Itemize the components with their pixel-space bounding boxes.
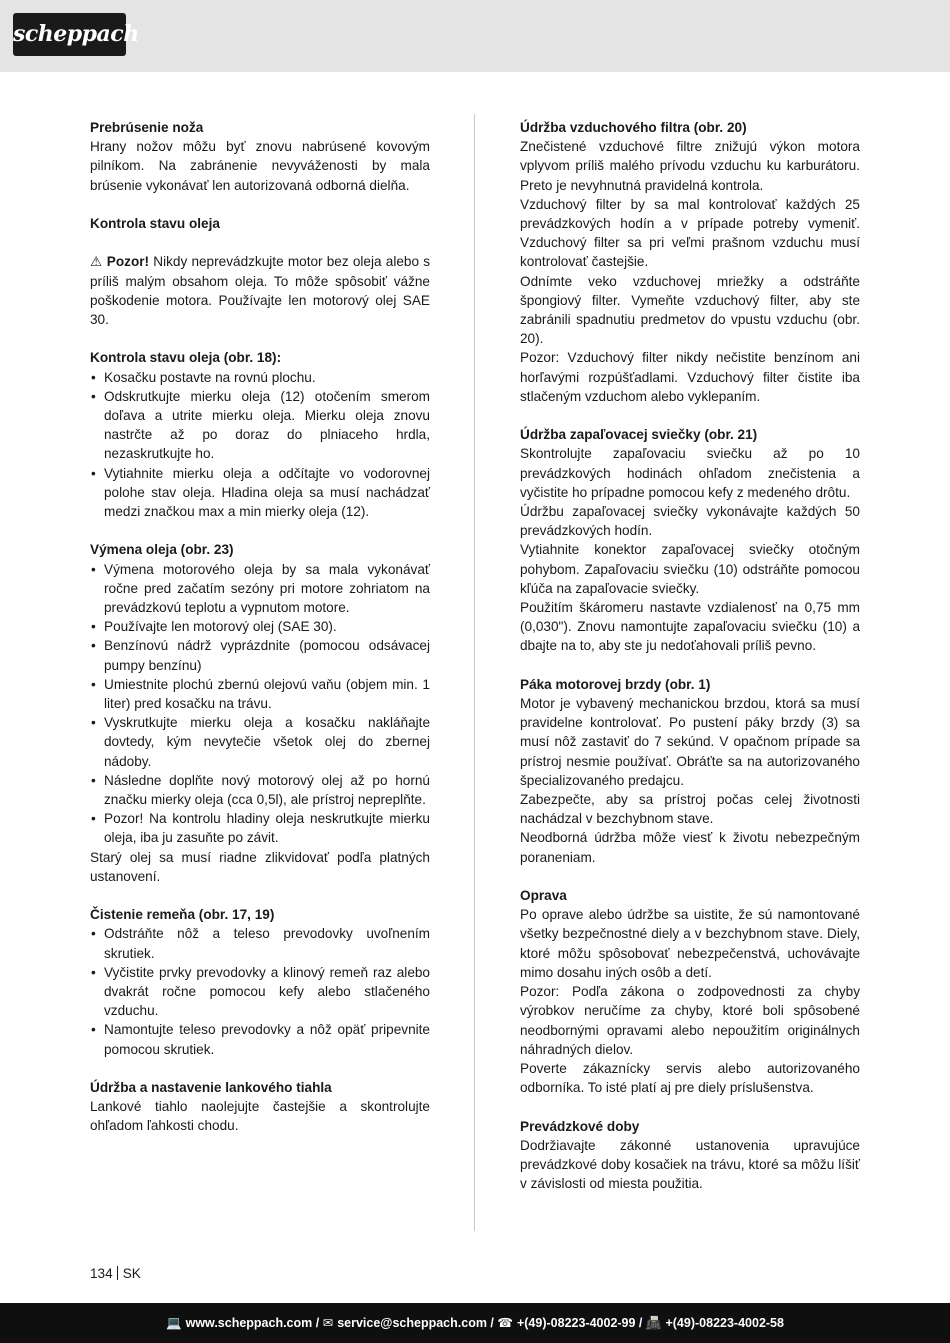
section-paragraph: Motor je vybavený mechanickou brzdou, ktorá sa musí pravidelne kontrolovať. Po pustení páky brzdy (3) sa musí nôž zastaviť do 7 sekúnd. V opačnom prípade sa prístroj nesmie používať. Obráťte sa na autorizovaného špecializovaného predajcu.: [520, 696, 860, 788]
computer-icon: 💻: [166, 1316, 182, 1330]
language-code: SK: [122, 1266, 141, 1281]
section-text: Hrany nožov môžu byť znovu nabrúsené kovovým pilníkom. Na zabránenie nevyváženosti by mala brúsenie vykonávať len autorizovaná odborná dielňa.: [90, 139, 430, 193]
list-item: • Výmena motorového oleja by sa mala vykonávať ročne pred začatím sezóny pri motore zohriatom na prevádzkovú teplotu a vypnutom motore.: [90, 560, 430, 618]
scheppach-logo: scheppach: [13, 13, 126, 56]
section-motor-brake: [520, 675, 860, 867]
footer-fax: +(49)-08223-4002-58: [665, 1316, 784, 1330]
bullet-list: [90, 560, 430, 848]
footer-bar: [0, 1303, 950, 1343]
list-item: • Umiestnite plochú zbernú olejovú vaňu (objem min. 1 liter) pred kosačku na trávu.: [90, 675, 430, 713]
section-paragraph: Odnímte veko vzduchovej mriežky a odstráňte špongiový filter. Vymeňte vzduchový filter, aby ste zabránili spadnutiu predmetov do vpustu vzduchu (obr. 20).: [520, 273, 860, 347]
section-paragraph: Znečistené vzduchové filtre znižujú výkon motora vplyvom príliš malého prívodu vzduchu ku karburátoru. Preto je nevyhnutná pravidelná kontrola.: [520, 139, 860, 193]
section-paragraph: Po oprave alebo údržbe sa uistite, že sú namontované všetky bezpečnostné diely a v bezchybnom stave. Diely, ktoré môžu spôsobovať nebezpečenstvá, uchovávajte mimo dosahu iných osôb a detí.: [520, 907, 860, 980]
section-paragraph: Vzduchový filter by sa mal kontrolovať každých 25 prevádzkových hodín a v prípade potreby vymeniť. Vzduchový filter sa pri veľmi prašnom vzduchu musí kontrolovať častejšie.: [520, 196, 860, 270]
section-title: Údržba a nastavenie lankového tiahla: [90, 1080, 332, 1096]
section-title: Kontrola stavu oleja (obr. 18):: [90, 350, 282, 366]
list-item: • Používajte len motorový olej (SAE 30).: [90, 617, 430, 636]
page-number-value: 134: [90, 1266, 113, 1281]
section-belt-cleaning: [90, 905, 430, 1059]
phone-icon: ☎: [497, 1316, 513, 1330]
list-item: • Vyčistite prvky prevodovky a klinový remeň raz alebo dvakrát ročne pomocou kefy alebo stlačeného vzduchu.: [90, 963, 430, 1021]
section-title: Údržba vzduchového filtra (obr. 20): [520, 120, 747, 135]
list-item: • Odskrutkujte mierku oleja (12) otočením smerom doľava a utrite mierku oleja. Mierku oleja znovu nastrčte až po doraz do plniaceho hrdla, nezaskrutkujte ho.: [90, 387, 430, 464]
mail-icon: ✉: [322, 1316, 334, 1330]
section-paragraph: Dodržiavajte zákonné ustanovenia upravujúce prevádzkové doby kosačiek na trávu, ktoré sa môžu líšiť v závislosti od miesta použitia.: [520, 1137, 860, 1192]
warning-icon: ⚠: [90, 254, 103, 270]
warning-lead: Pozor!: [106, 254, 150, 270]
page-number: [90, 1265, 141, 1283]
section-paragraph: Neodborná údržba môže viesť k životu nebezpečným poraneniam.: [520, 830, 860, 865]
section-title: Čistenie remeňa (obr. 17, 19): [90, 907, 275, 923]
section-paragraph: Údržbu zapaľovacej sviečky vykonávajte každých 50 prevádzkových hodín.: [520, 504, 860, 539]
list-item: • Kosačku postavte na rovnú plochu.: [90, 368, 430, 387]
list-item: • Následne doplňte nový motorový olej až po hornú značku mierky oleja (cca 0,5l), ale prístroj nepreplňte.: [90, 771, 430, 809]
section-paragraph: Poverte zákaznícky servis alebo autorizovaného odborníka. To isté platí aj pre diely príslušenstva.: [520, 1060, 860, 1096]
list-item: • Vytiahnite mierku oleja a odčítajte vo vodorovnej polohe stav oleja. Hladina oleja sa musí nachádzať medzi značkou max a min mierky oleja (12).: [90, 464, 430, 522]
section-oil-level: [90, 348, 430, 521]
footer-website-link[interactable]: www.scheppach.com /: [185, 1316, 320, 1330]
section-title: Prebrúsenie noža: [90, 120, 204, 135]
section-air-filter: [520, 118, 860, 406]
list-item: • Pozor! Na kontrolu hladiny oleja neskrutkujte mierku oleja, iba ju zasuňte po závit.: [90, 809, 430, 847]
footer-email-link[interactable]: service@scheppach.com /: [337, 1316, 494, 1330]
section-paragraph: Pozor: Vzduchový filter nikdy nečistite benzínom ani horľavými rozpúšťadlami. Vzduchový filter čistite iba stlačeným vzduchom alebo vyklepaním.: [520, 350, 860, 404]
section-operating-times: [520, 1117, 860, 1194]
section-cable-maintenance: [90, 1078, 430, 1136]
page-separator: [117, 1266, 118, 1280]
section-paragraph: Použitím škáromeru nastavte vzdialenosť na 0,75 mm (0,030"). Znovu namontujte zapaľovaciu sviečku (10) a dbajte na to, aby ste ju nedoťahovali príliš pevno.: [520, 600, 860, 654]
section-title: Páka motorovej brzdy (obr. 1): [520, 676, 711, 692]
section-spark-plug: [520, 425, 860, 655]
section-paragraph: Vytiahnite konektor zapaľovacej sviečky otočným pohybom. Zapaľovaciu sviečku (10) odstráňte pomocou kľúča na zapaľovacie sviečky.: [520, 542, 860, 596]
section-repair: [520, 886, 860, 1097]
list-item: • Vyskrutkujte mierku oleja a kosačku nakláňajte dovtedy, kým nevytečie všetok olej do zbernej nádoby.: [90, 713, 430, 771]
section-paragraph: Pozor: Podľa zákona o zodpovednosti za chyby výrobkov neručíme za chyby, ktoré boli spôsobené neodbornými opravami alebo nepoužitím originálnych náhradných dielov.: [520, 984, 860, 1057]
section-oil-change: [90, 540, 430, 886]
section-text: Lankové tiahlo naolejujte častejšie a skontrolujte ohľadom ľahkosti chodu.: [90, 1099, 430, 1134]
header-bar: [0, 0, 950, 72]
section-text: Starý olej sa musí riadne zlikvidovať podľa platných ustanovení.: [90, 849, 430, 884]
section-title: Výmena oleja (obr. 23): [90, 542, 234, 558]
section-title: Oprava: [520, 888, 567, 904]
section-paragraph: Zabezpečte, aby sa prístroj počas celej životnosti nachádzal v bezchybnom stave.: [520, 792, 860, 827]
warning-paragraph: [90, 252, 430, 329]
right-column: [520, 118, 860, 1193]
footer-phone: +(49)-08223-4002-99 /: [516, 1316, 643, 1330]
list-item: • Odstráňte nôž a teleso prevodovky uvoľnením skrutiek.: [90, 924, 430, 962]
section-title-oil-check: Kontrola stavu oleja: [90, 216, 220, 231]
warning-text: Nikdy neprevádzkujte motor bez oleja alebo s príliš malým obsahom oleja. To môže spôsobiť vážne poškodenie motora. Používajte len motorový olej SAE 30.: [90, 254, 430, 327]
left-column: [90, 118, 430, 1136]
section-knife-sharpening: [90, 118, 430, 195]
bullet-list: [90, 924, 430, 1058]
column-divider: [474, 114, 475, 1231]
section-title: Údržba zapaľovacej sviečky (obr. 21): [520, 427, 758, 443]
bullet-list: [90, 368, 430, 522]
fax-icon: 📠: [645, 1316, 662, 1330]
list-item: • Benzínovú nádrž vyprázdnite (pomocou odsávacej pumpy benzínu): [90, 636, 430, 674]
section-title: Prevádzkové doby: [520, 1118, 640, 1134]
list-item: • Namontujte teleso prevodovky a nôž opäť pripevnite pomocou skrutiek.: [90, 1020, 430, 1058]
section-paragraph: Skontrolujte zapaľovaciu sviečku až po 10 prevádzkových hodinách ohľadom znečistenia a vyčistite ho prípadne pomocou kefy z medeného drôtu.: [520, 446, 860, 500]
